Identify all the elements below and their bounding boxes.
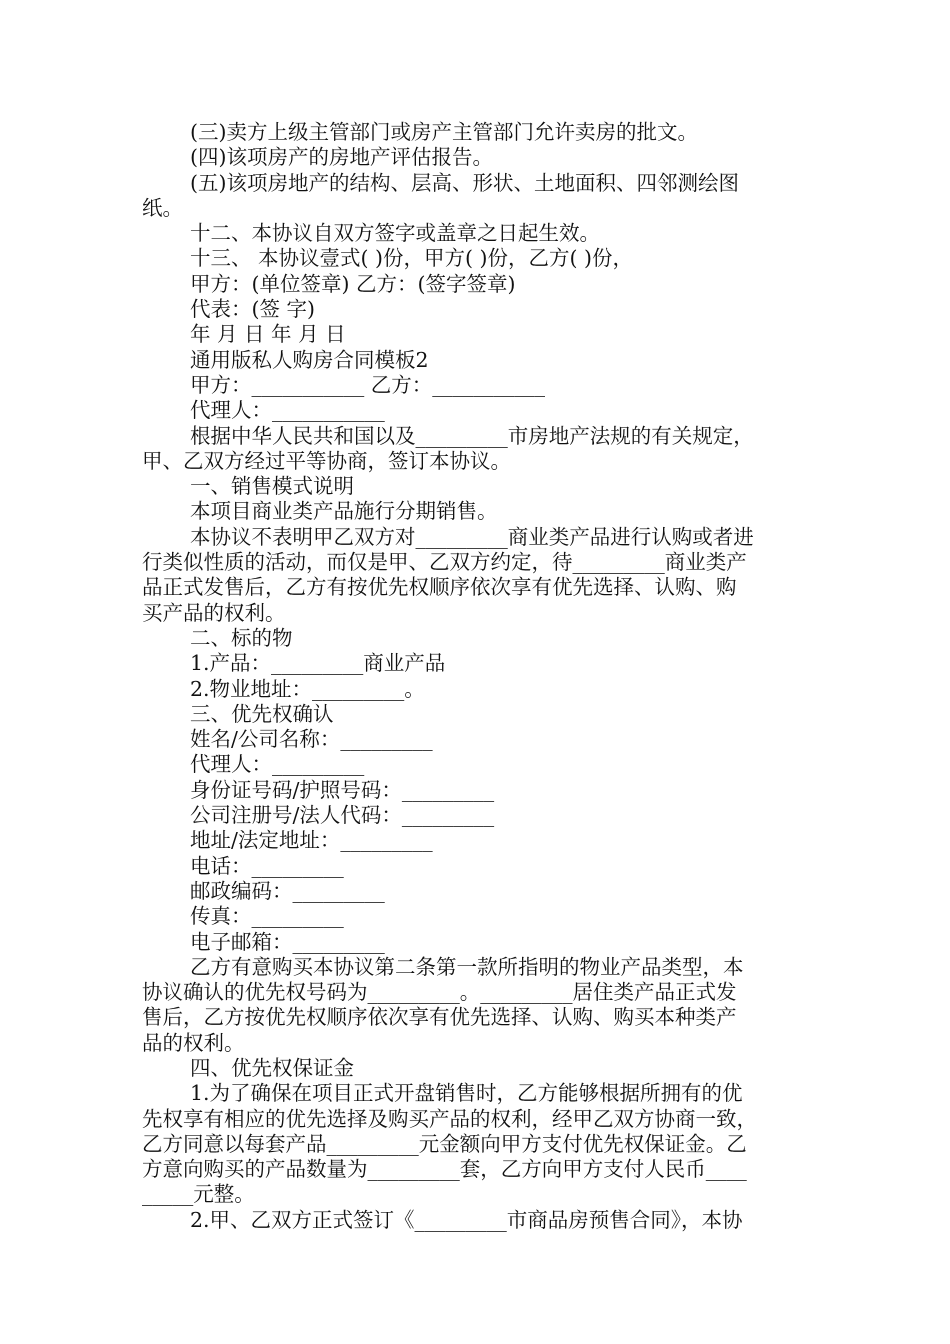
date-line: 年 月 日 年 月 日: [190, 322, 346, 347]
document-page: [142, 120, 808, 1233]
text-line: (三)卖方上级主管部门或房产主管部门允许卖房的批文。: [190, 120, 698, 144]
representative-line: 代表：(签 字): [190, 297, 316, 322]
agent-line: 代理人：___________: [190, 398, 385, 423]
form-field: 传真：_________: [190, 904, 344, 929]
section-heading: 一、销售模式说明: [190, 474, 354, 499]
text-line: 乙方同意以每套产品_________元金额向甲方支付优先权保证金。乙: [142, 1131, 747, 1156]
section-title: 通用版私人购房合同模板2: [190, 347, 429, 372]
text-line: 十二、本协议自双方签字或盖章之日起生效。: [190, 221, 600, 246]
text-line: 十三、 本协议壹式( )份，甲方( )份，乙方( )份，: [190, 246, 634, 271]
form-field: 电子邮箱：_________: [190, 929, 385, 954]
form-field: 身份证号码/护照号码：_________: [190, 777, 495, 802]
text-line: 买产品的权利。: [142, 600, 286, 625]
form-field: 姓名/公司名称：_________: [190, 727, 433, 752]
text-line: 纸。: [142, 195, 183, 220]
text-line: 品的权利。: [142, 1030, 245, 1055]
text-line: 先权享有相应的优先选择及购买产品的权利，经甲乙双方协商一致，: [142, 1106, 757, 1131]
text-line: 售后，乙方按优先权顺序依次享有优先选择、认购、购买本种类产: [142, 1005, 737, 1030]
parties-line: 甲方：___________ 乙方：___________: [190, 372, 546, 397]
text-line: 甲、乙双方经过平等协商，签订本协议。: [142, 448, 511, 473]
text-line: 本项目商业类产品施行分期销售。: [190, 499, 498, 524]
signature-parties: 甲方：(单位签章) 乙方：(签字签章): [190, 271, 516, 296]
text-line: 协议确认的优先权号码为_________。_________居住类产品正式发: [142, 980, 737, 1005]
form-field: 1.产品：_________商业产品: [190, 651, 446, 676]
section-heading: 三、优先权确认: [190, 701, 334, 726]
text-line: 本协议不表明甲乙双方对_________商业类产品进行认购或者进: [190, 524, 754, 549]
text-line: (五)该项房地产的结构、层高、形状、土地面积、四邻测绘图: [190, 170, 739, 195]
text-line: 行类似性质的活动，而仅是甲、乙双方约定，待_________商业类产: [142, 550, 747, 575]
text-line: 1.为了确保在项目正式开盘销售时，乙方能够根据所拥有的优: [190, 1081, 743, 1106]
text-line: 乙方有意购买本协议第二条第一款所指明的物业产品类型，本: [190, 954, 744, 979]
form-field: 2.物业地址：_________。: [190, 676, 425, 701]
form-field: 代理人：_________: [190, 752, 365, 777]
text-line: 根据中华人民共和国以及_________市房地产法规的有关规定，: [190, 423, 754, 448]
form-field: 电话：_________: [190, 853, 344, 878]
form-field: 地址/法定地址：_________: [190, 828, 433, 853]
text-line: (四)该项房产的房地产评估报告。: [190, 145, 493, 170]
text-line: _____元整。: [142, 1182, 255, 1207]
text-line: 品正式发售后，乙方有按优先权顺序依次享有优先选择、认购、购: [142, 575, 737, 600]
section-heading: 四、优先权保证金: [190, 1055, 354, 1080]
section-heading: 二、标的物: [190, 625, 293, 650]
text-line: 2.甲、乙双方正式签订《_________市商品房预售合同》，本协: [190, 1207, 743, 1232]
form-field: 邮政编码：_________: [190, 878, 385, 903]
text-line: 方意向购买的产品数量为_________套，乙方向甲方支付人民币____: [142, 1157, 747, 1182]
form-field: 公司注册号/法人代码：_________: [190, 803, 495, 828]
